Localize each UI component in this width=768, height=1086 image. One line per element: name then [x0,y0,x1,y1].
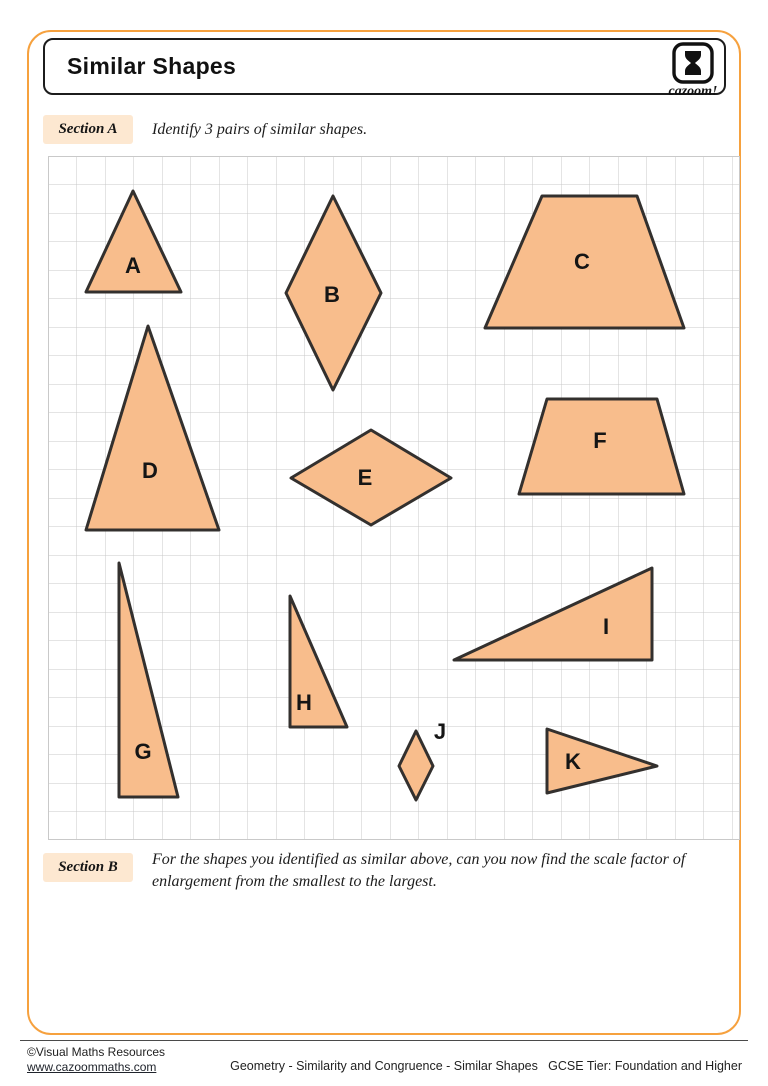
shape-label-g: G [134,738,152,764]
shape-label-b: B [324,281,340,307]
footer-divider [20,1040,748,1041]
shape-label-a: A [125,252,141,278]
footer [0,1043,768,1086]
copyright-text: ©Visual Maths Resources [27,1045,166,1059]
website-link[interactable]: www.cazoommaths.com [27,1060,157,1074]
section-b-instruction: For the shapes you identified as similar above, can you now find the scale factor of enlargement from the smallest to the largest. [152,851,686,891]
shape-label-i: I [602,613,610,639]
shape-label-j: J [433,718,447,744]
shape-label-k: K [565,748,581,774]
shape-label-d: D [142,457,158,483]
shapes-grid [48,156,740,840]
shape-f [519,399,684,494]
page-title: Similar Shapes [67,53,237,79]
section-a-instruction: Identify 3 pairs of similar shapes. [152,121,368,138]
brand-text: cazoom! [668,84,718,99]
footer-center-text: Geometry - Similarity and Congruence - Similar Shapes [230,1059,538,1073]
shape-label-f: F [593,427,607,453]
shape-label-e: E [357,464,373,490]
section-a-label: Section A [43,115,133,144]
shapes-canvas [48,156,740,840]
shape-label-h: H [296,689,312,715]
cazoom-logo [664,41,722,100]
gcse-tier-text: GCSE Tier: Foundation and Higher [548,1059,742,1073]
header-box [43,38,726,95]
shape-label-c: C [574,248,590,274]
hourglass-icon [671,41,715,85]
section-b-label: Section B [43,853,133,882]
